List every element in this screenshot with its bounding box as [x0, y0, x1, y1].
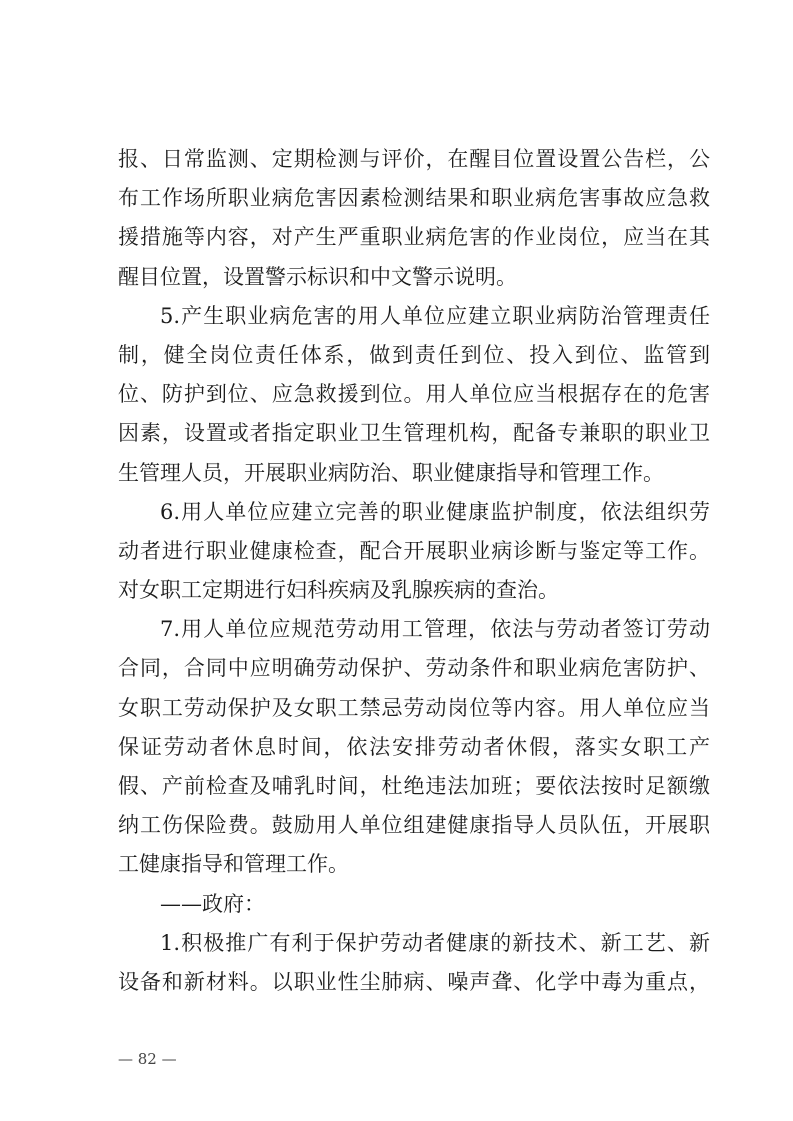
text-line: 制，健全岗位责任体系，做到责任到位、投入到位、监管到	[118, 342, 710, 367]
text-line: 6.用人单位应建立完善的职业健康监护制度，依法组织劳	[160, 499, 710, 524]
text-line: 假、产前检查及哺乳时间，杜绝违法加班；要依法按时足额缴	[118, 774, 710, 798]
text-line: 纳工伤保险费。鼓励用人单位组建健康指导人员队伍，开展职	[118, 813, 710, 838]
text-line: 保证劳动者休息时间，依法安排劳动者休假，落实女职工产	[118, 734, 710, 759]
text-line: 5.产生职业病危害的用人单位应建立职业病防治管理责任	[160, 303, 710, 328]
text-line: 1.积极推广有利于保护劳动者健康的新技术、新工艺、新	[160, 930, 710, 955]
text-line: 女职工劳动保护及女职工禁忌劳动岗位等内容。用人单位应当	[118, 695, 710, 720]
text-line: 报、日常监测、定期检测与评价，在醒目位置设置公告栏，公	[118, 147, 710, 171]
text-line: 对女职工定期进行妇科疾病及乳腺疾病的查治。	[118, 578, 559, 603]
text-line: 设备和新材料。以职业性尘肺病、噪声聋、化学中毒为重点，	[118, 969, 710, 994]
text-line: 因素，设置或者指定职业卫生管理机构，配备专兼职的职业卫	[118, 421, 710, 446]
text-line: 动者进行职业健康检查，配合开展职业病诊断与鉴定等工作。	[118, 538, 710, 563]
text-line: 布工作场所职业病危害因素检测结果和职业病危害事故应急救	[118, 186, 710, 211]
text-line: 工健康指导和管理工作。	[118, 852, 349, 877]
document-body	[118, 140, 710, 1002]
text-line: 合同，合同中应明确劳动保护、劳动条件和职业病危害防护、	[118, 656, 710, 681]
page-number: — 82 —	[118, 1050, 177, 1068]
text-line: 生管理人员，开展职业病防治、职业健康指导和管理工作。	[118, 460, 664, 485]
text-line: 援措施等内容，对产生严重职业病危害的作业岗位，应当在其	[118, 225, 710, 250]
text-line: 位、防护到位、应急救援到位。用人单位应当根据存在的危害	[118, 382, 710, 407]
text-line: ——政府：	[160, 891, 265, 916]
text-line: 醒目位置，设置警示标识和中文警示说明。	[118, 264, 517, 289]
text-line: 7.用人单位应规范劳动用工管理，依法与劳动者签订劳动	[160, 617, 710, 642]
